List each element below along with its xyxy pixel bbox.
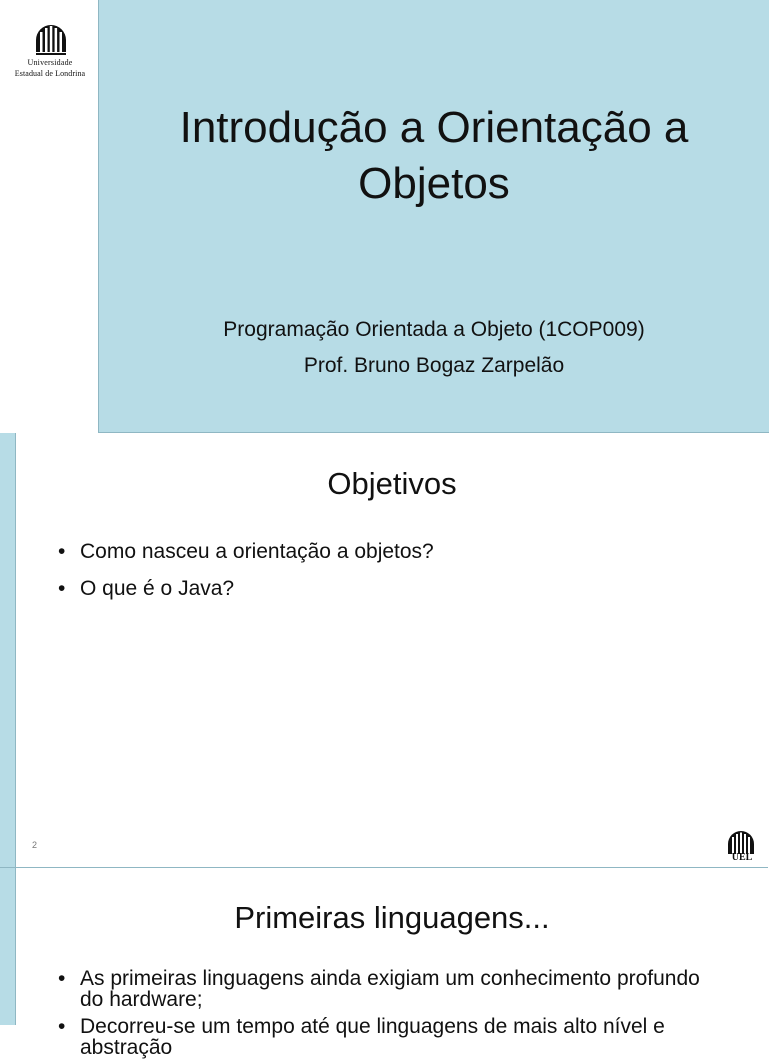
logo-line-2: Estadual de Londrina [14, 69, 86, 78]
title-panel [98, 0, 769, 433]
university-logo [0, 0, 98, 433]
bullet-list [58, 540, 434, 614]
bullet-item: • O que é o Java? [58, 577, 434, 601]
slide-heading: Primeiras linguagens... [234, 900, 550, 935]
professor-name: Prof. Bruno Bogaz Zarpelão [303, 354, 565, 377]
bullet-item: • Decorreu-se um tempo até que linguagens de mais alto nível e abstração [58, 1016, 708, 1058]
slide-title [99, 100, 769, 212]
slide-heading: Objetivos [327, 466, 457, 501]
logo-line-1: Universidade [27, 58, 73, 67]
title-line-2: Objetos [358, 159, 510, 208]
page-number: 2 [32, 840, 38, 850]
left-accent-bar [0, 433, 16, 867]
uel-logo-text: UEL [731, 852, 753, 863]
uel-emblem-icon [33, 22, 69, 58]
bullet-item: • Como nasceu a orientação a objetos? [58, 540, 434, 564]
title-slide [0, 0, 768, 433]
bullet-item: • As primeiras linguagens ainda exigiam um conhecimento profundo do hardware; [58, 968, 708, 1010]
course-name: Programação Orientada a Objeto (1COP009) [223, 318, 645, 341]
left-accent-bar [0, 868, 16, 1025]
bullet-list [58, 968, 708, 1064]
objectives-slide [0, 433, 768, 867]
title-line-1: Introdução a Orientação a [179, 103, 689, 152]
first-languages-slide [0, 867, 768, 1059]
